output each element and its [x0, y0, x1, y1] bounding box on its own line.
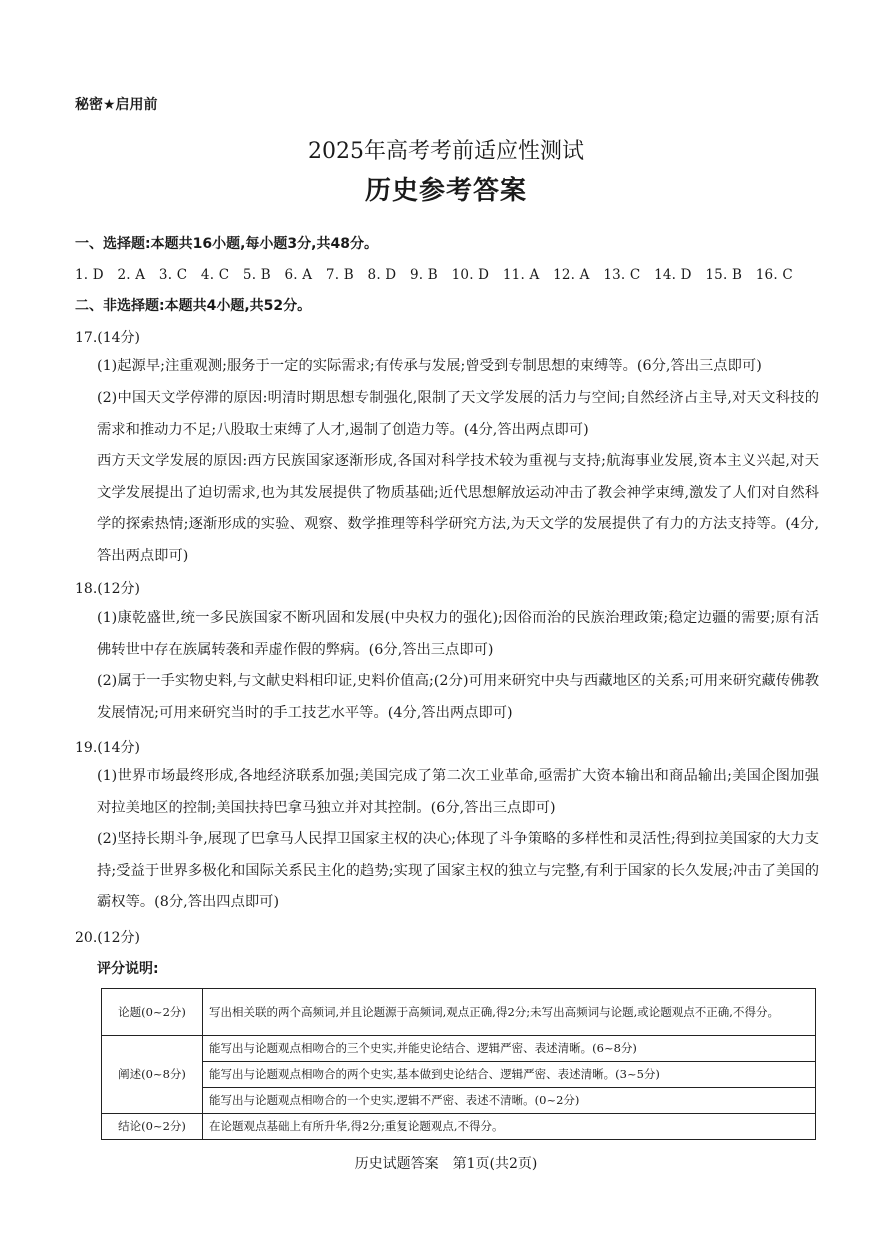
q17-part3: 西方天文学发展的原因:西方民族国家逐渐形成,各国对科学技术较为重视与支持;航海事业发展,资本主义兴起,对天文学发展提出了迫切需求,也为其发展提供了物质基础;近代思想解放运动冲击了教会神学束缚,激发了人们对自然科学的探索热情;逐渐形成的实验、观察、数学推理等科学研究方法,为天文学的发展提供了有力的方法支持等。(4分,答出两点即可): [97, 453, 819, 564]
rubric-text-argument-3: 能写出与论题观点相吻合的一个史实,逻辑不严密、表述不清晰。(0~2分): [203, 1088, 816, 1114]
confidential-label: 秘密★启用前: [75, 97, 158, 113]
rubric-row-argument: [102, 1036, 816, 1062]
q19-part2: (2)坚持长期斗争,展现了巴拿马人民捍卫国家主权的决心;体现了斗争策略的多样性和灵活性;得到拉美国家的大力支持;受益于世界多极化和国际关系民主化的趋势;实现了国家主权的独立与完整,有利于国家的长久发展;冲击了美国的霸权等。(8分,答出四点即可): [97, 831, 819, 910]
rubric-text-argument-2: 能写出与论题观点相吻合的两个史实,基本做到史论结合、逻辑严密、表述清晰。(3~5分): [203, 1062, 816, 1088]
q18-part1: (1)康乾盛世,统一多民族国家不断巩固和发展(中央权力的强化);因俗而治的民族治理政策;稳定边疆的需要;原有活佛转世中存在族属转袭和弄虚作假的弊病。(6分,答出三点即可): [97, 610, 819, 658]
rubric-text-topic: 写出相关联的两个高频词,并且论题源于高频词,观点正确,得2分;未写出高频词与论题,或论题观点不正确,不得分。: [203, 989, 816, 1036]
rubric-row-argument-3: [102, 1088, 816, 1114]
rubric-row-conclusion: [102, 1114, 816, 1140]
q19-part1: (1)世界市场最终形成,各地经济联系加强;美国完成了第二次工业革命,亟需扩大资本输出和商品输出;美国企图加强对拉美地区的控制;美国扶持巴拿马独立并对其控制。(6分,答出三点即可): [97, 768, 819, 816]
section2-heading: 二、非选择题:本题共4小题,共52分。: [75, 298, 312, 314]
rubric-text-argument-1: 能写出与论题观点相吻合的三个史实,并能史论结合、逻辑严密、表述清晰。(6~8分): [203, 1036, 816, 1062]
scoring-note-label: 评分说明:: [97, 961, 159, 977]
q20-number: 20.(12分): [75, 930, 141, 946]
rubric-row-topic: [102, 989, 816, 1036]
q19-number: 19.(14分): [75, 740, 141, 756]
rubric-label-conclusion: 结论(0~2分): [102, 1114, 203, 1140]
choice-answers: 1. D 2. A 3. C 4. C 5. B 6. A 7. B 8. D 9. B 10. D 11. A 12. A 13. C 14. D 15. B 16. C: [75, 267, 793, 283]
q17-part2: (2)中国天文学停滞的原因:明清时期思想专制强化,限制了天文学发展的活力与空间;自然经济占主导,对天文科技的需求和推动力不足;八股取士束缚了人才,遏制了创造力等。(4分,答出两点即可): [97, 390, 819, 438]
rubric-label-argument: 阐述(0~8分): [102, 1036, 203, 1114]
exam-title: 2025年高考考前适应性测试: [308, 139, 584, 164]
q17-number: 17.(14分): [75, 330, 141, 346]
rubric-text-conclusion: 在论题观点基础上有所升华,得2分;重复论题观点,不得分。: [203, 1114, 816, 1140]
section1-heading: 一、选择题:本题共16小题,每小题3分,共48分。: [75, 236, 378, 252]
page-footer: 历史试题答案 第1页(共2页): [354, 1156, 538, 1172]
q18-number: 18.(12分): [75, 581, 141, 597]
page-title: 历史参考答案: [364, 176, 527, 206]
q18-part2: (2)属于一手实物史料,与文献史料相印证,史料价值高;(2分)可用来研究中央与西藏地区的关系;可用来研究藏传佛教发展情况;可用来研究当时的手工技艺水平等。(4分,答出两点即可): [97, 673, 819, 721]
scoring-rubric-table: [101, 988, 816, 1140]
rubric-row-argument-2: [102, 1062, 816, 1088]
q17-part1: (1)起源早;注重观测;服务于一定的实际需求;有传承与发展;曾受到专制思想的束缚等。(6分,答出三点即可): [97, 358, 762, 374]
rubric-label-topic: 论题(0~2分): [102, 989, 203, 1036]
